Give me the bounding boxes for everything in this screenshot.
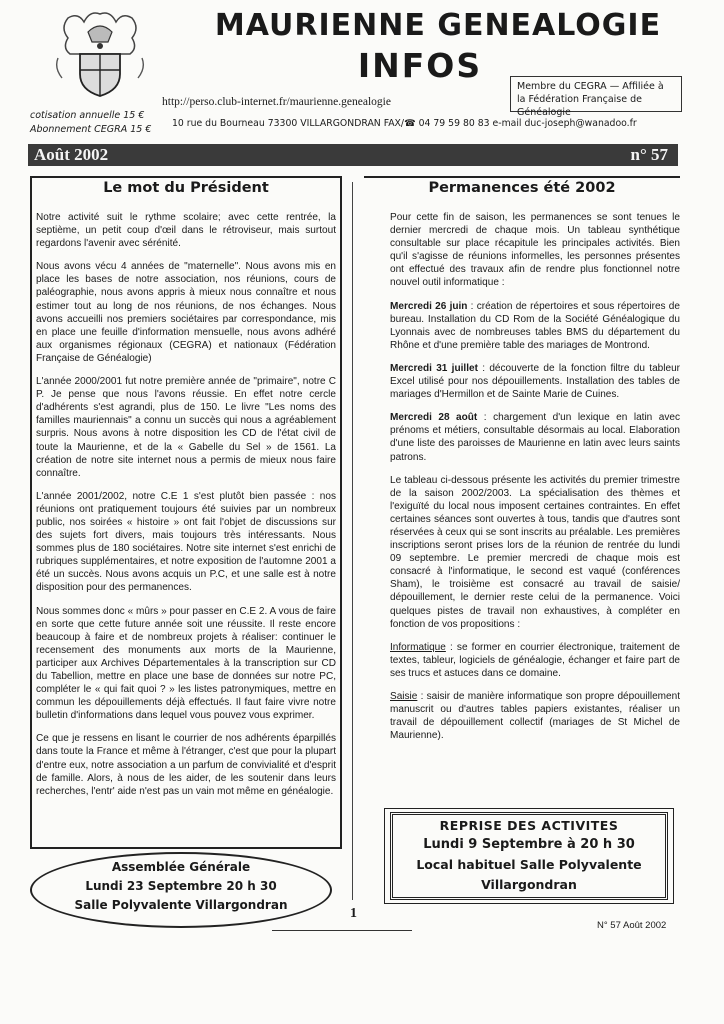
footer-rule bbox=[272, 930, 412, 931]
column-divider bbox=[352, 182, 353, 900]
topic-label: Informatique bbox=[390, 641, 446, 653]
paragraph: Notre activité suit le rythme scolaire; avec cette rentrée, la septième, un petit coup d'œil dans le rétroviseur, mais surtout regardons l'avenir avec sérénité. bbox=[36, 212, 336, 250]
permanences-title: Permanences été 2002 bbox=[428, 180, 616, 196]
paragraph: Ce que je ressens en lisant le courrier de nos adhérents éparpillés dans toute la France et même à l'étranger, c'est que pour la plupart d'entre eux, notre association a un parfum de convivialité et d'esprit de famille. Alors, à nous de les aider, de les soutenir dans leurs recherches, l'entr' aide n'est pas un vain mot même en généalogie. bbox=[36, 733, 336, 797]
assemblee-place: Salle Polyvalente Villargondran bbox=[74, 898, 288, 912]
paragraph-text: : chargement d'un lexique en latin avec prénoms et métiers, consultable désormais au local. Elaboration d'une liste des paroisses de Maurienne en latin avec leurs saints patrons. bbox=[390, 412, 680, 463]
president-article-title: Le mot du Président bbox=[103, 180, 269, 196]
topic-label: Saisie bbox=[390, 691, 418, 702]
president-article-body bbox=[36, 211, 336, 808]
paragraph bbox=[390, 300, 680, 352]
reprise-place: Local habituel Salle Polyvalente bbox=[416, 857, 642, 872]
date-label: Mercredi 31 juillet bbox=[390, 362, 478, 374]
date-label: Mercredi 28 août bbox=[390, 412, 478, 424]
paragraph bbox=[390, 411, 680, 463]
paragraph-text: : saisir de manière informatique son propre dépouillement manuscrit ou d'autres tables papiers existantes, réaliser un travail de dépouillement collectif (mariages de St Michel de Maurienne). bbox=[390, 691, 680, 742]
right-column-rule bbox=[364, 176, 680, 178]
issue-date: Août 2002 bbox=[34, 145, 109, 164]
paragraph: L'année 2001/2002, notre C.E 1 s'est plutôt bien passée : nos réunions ont pratiquement toujours été suivies par un nombreux public, nos soirées « histoire » ont fait l'objet de discussions sur des sujets fort divers, mais toujours très intéressants. Nous sommes plus de 180 sociétaires. Notre site internet s'est enrichi de rubriques supplémentaires, et notre exposition de l'automne 2001 a été un succès. Nous avons acquis un P.C, et une salle est à notre disposition pour des permanences. bbox=[36, 490, 336, 594]
reprise-title: REPRISE DES ACTIVITES bbox=[439, 818, 619, 833]
date-label: Mercredi 26 juin bbox=[390, 300, 468, 312]
paragraph-text: : découverte de la fonction filtre du tableur Excel utilisé pour nos dépouillements. Installation des tables de mariages d'Hermillon et de Sainte Marie de Cuines. bbox=[390, 362, 680, 401]
paragraph: Nous sommes donc « mûrs » pour passer en C.E 2. A vous de faire en sorte que cette future année soit une réussite. Il reste encore beaucoup à faire et de nombreux projets à réaliser: continuer le recensement des monuments aux morts de la Maurienne, participer aux Archives Départementales à la transcription sur CD du Tabellion, mettre en place une base de données sur notre PC, compléter le « qui fait quoi ? » les listes patronymiques, mettre en commun les dépouillements déjà effectués. Il faut faire vivre notre bulletin d'informations dans lequel vous pouvez vous exprimer. bbox=[36, 605, 336, 722]
coat-of-arms-logo bbox=[50, 8, 150, 98]
permanences-body bbox=[390, 211, 680, 752]
paragraph: Nous avons vécu 4 années de "maternelle". Nous avons mis en place les bases de notre association, nos réunions, cours de paléographie, nous avons appris à mieux nous connaître et nous estimer tout au long de nos réunions, de nos échanges. Nous avons accueilli nos premiers sociétaires par correspondance, mis en place une feuille d'information mensuelle, nous avons adhéré aux organismes régionaux (CEGRA) et nationaux (Fédération Française de Généalogie) bbox=[36, 261, 336, 364]
paragraph: Pour cette fin de saison, les permanences se sont tenues le dernier mercredi de chaque mois. Un tableau synthétique consultable sur place récapitule les principales activités. Bien qu'il s'agisse de réunions informelles, les personnes présentes ont effectué des travaux afin de rendre plus fonctionnel notre nouvel outil informatique : bbox=[390, 212, 680, 289]
paragraph bbox=[390, 362, 680, 401]
paragraph-text: : se former en courrier électronique, traitement de textes, tableur, logiciels de généalogie, échanger et faire part de ses trucs et astuces dans ce domaine. bbox=[390, 641, 680, 679]
paragraph-text: : création de répertoires et sous répertoires de bureau. Installation du CD Rom de la Société Généalogique du Lyonnais avec de nombreuses tables BMS du département du Rhône et d'une première table des mariages de Montrond. bbox=[390, 300, 680, 351]
issue-banner bbox=[28, 144, 678, 166]
page-number: 1 bbox=[350, 906, 357, 921]
contact-address: 10 rue du Bourneau 73300 VILLARGONDRAN FAX/☎ 04 79 59 80 83 e-mail duc-joseph@wanadoo.fr bbox=[172, 118, 637, 129]
cotisation-text: cotisation annuelle 15 € bbox=[30, 110, 145, 121]
assemblee-date: Lundi 23 Septembre 20 h 30 bbox=[85, 879, 277, 893]
newsletter-subtitle: INFOS bbox=[357, 46, 483, 85]
newsletter-title: MAURIENNE GENEALOGIE bbox=[214, 8, 662, 43]
reprise-date: Lundi 9 Septembre à 20 h 30 bbox=[423, 837, 635, 852]
paragraph bbox=[390, 690, 680, 742]
reprise-town: Villargondran bbox=[481, 877, 577, 892]
assemblee-title: Assemblée Générale bbox=[111, 860, 251, 874]
website-link[interactable]: http://perso.club-internet.fr/maurienne.genealogie bbox=[162, 96, 391, 108]
issue-number: n° 57 bbox=[630, 145, 668, 164]
paragraph bbox=[390, 641, 680, 680]
abonnement-text: Abonnement CEGRA 15 € bbox=[30, 124, 152, 135]
paragraph: L'année 2000/2001 fut notre première année de "primaire", notre C P. Je pense que nous l'avons réussie. En effet notre cercle d'adhérents s'est agrandi, plus de 150. Le livre "Les noms des familles mauriennais" a connu un succès qui nous a agréablement surpris. Nous avons à notre disposition les CD de l'état civil de toute la Maurienne, et de la « Gabelle du Sel » de 1561. La création de notre site internet nous a permis de mieux nous faire connaître. bbox=[36, 376, 336, 479]
issue-footnote: N° 57 Août 2002 bbox=[597, 920, 667, 931]
paragraph: Le tableau ci-dessous présente les activités du premier trimestre de la saison 2002/2003. La spécialisation des thèmes et l'exiguïté du local nous imposent certaines contraintes. En effet certaines séances sont ouvertes à tous, tandis que d'autres sont réservées à ceux qui se sont inscrits au préalable. Les premières inscriptions seront prises lors de la réunion de rentrée du lundi 09 septembre. Le premier mercredi de chaque mois est consacré à l'informatique, le second est vaqué (conférences Sham), le troisième est consacré au travail de saisie/ dépouillement, le dernier reste celui de la permanence. Voici quelques pistes de travail non exhaustives, à compléter en fonction de vos propositions : bbox=[390, 474, 680, 630]
affiliation-box: Membre du CEGRA — Affiliée à la Fédération Française de Généalogie bbox=[510, 76, 682, 112]
